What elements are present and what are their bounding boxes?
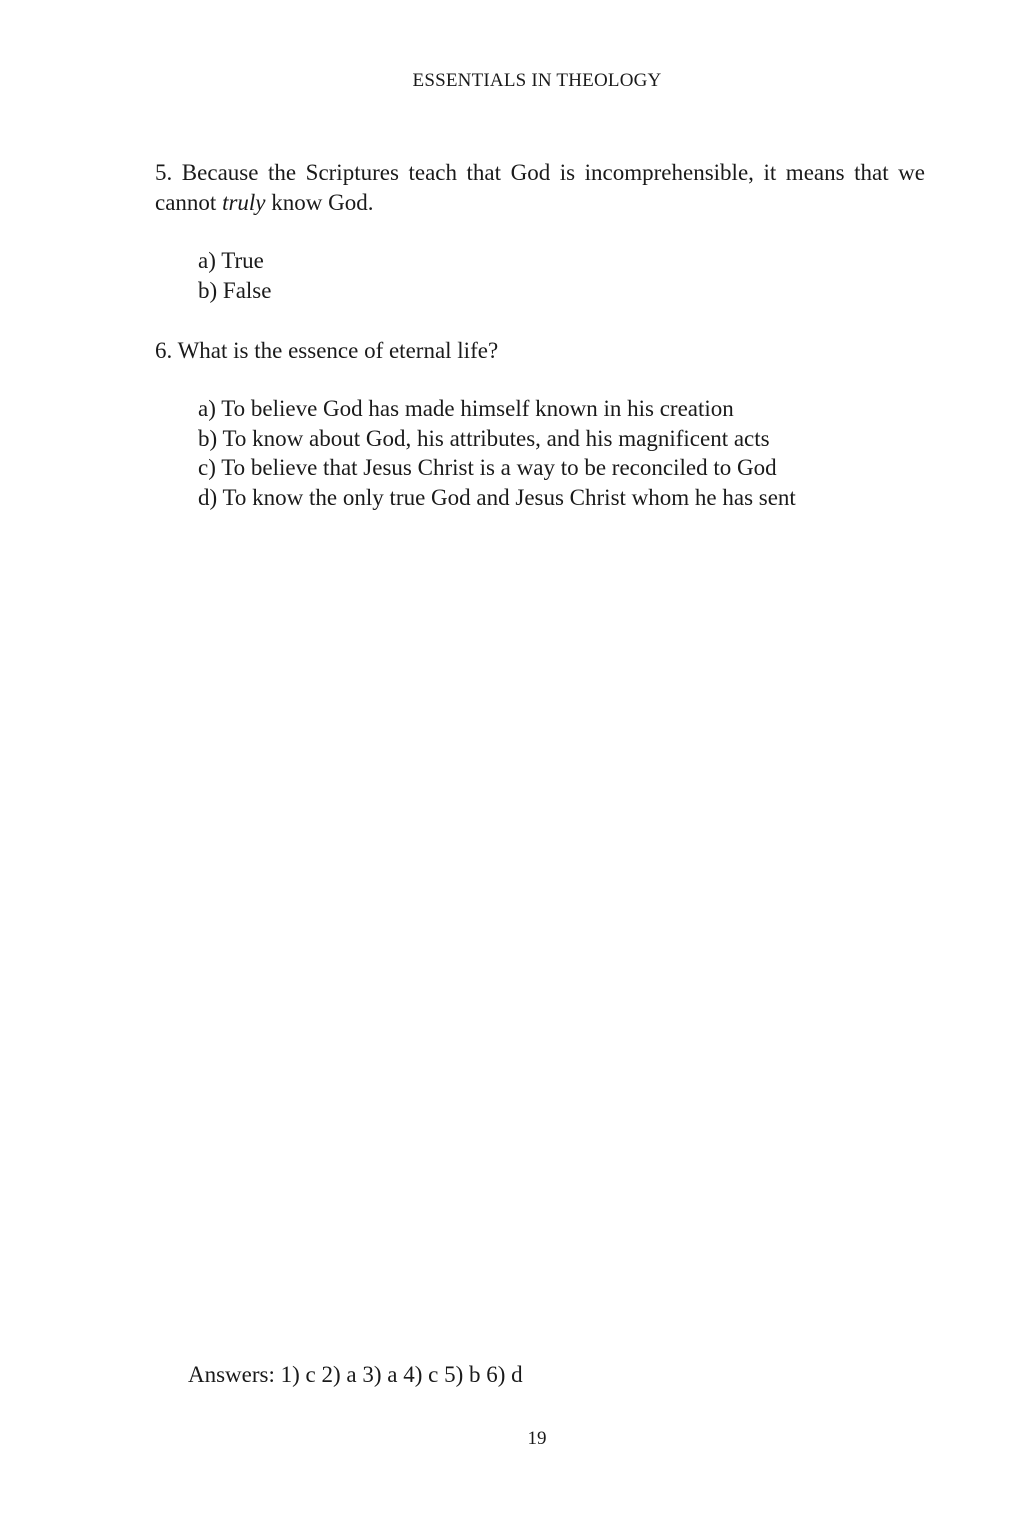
question-6 — [155, 336, 925, 512]
question-5-lead: 5. Because the Scriptures teach that God is incomprehensible, it means that we cannot — [155, 160, 925, 215]
option-5a: a) True — [198, 248, 264, 273]
question-5-text — [155, 158, 925, 218]
page-number: 19 — [527, 1428, 547, 1449]
running-header: ESSENTIALS IN THEOLOGY — [412, 70, 662, 91]
option-6d: d) To know the only true God and Jesus Christ whom he has sent — [198, 484, 796, 510]
option-6c: c) To believe that Jesus Christ is a way to be reconciled to God — [198, 455, 777, 480]
question-5 — [155, 158, 925, 305]
option-6b: b) To know about God, his attributes, and his magnificent acts — [198, 425, 770, 451]
question-5-tail: know God. — [265, 190, 374, 215]
option-6a: a) To believe God has made himself known in his creation — [198, 396, 734, 421]
option-5b: b) False — [198, 277, 272, 303]
question-5-emphasis: truly — [222, 190, 266, 215]
question-6-text: 6. What is the essence of eternal life? — [155, 338, 499, 363]
answer-key: Answers: 1) c 2) a 3) a 4) c 5) b 6) d — [188, 1362, 523, 1387]
question-6-options — [155, 394, 925, 512]
question-5-options — [155, 246, 925, 305]
